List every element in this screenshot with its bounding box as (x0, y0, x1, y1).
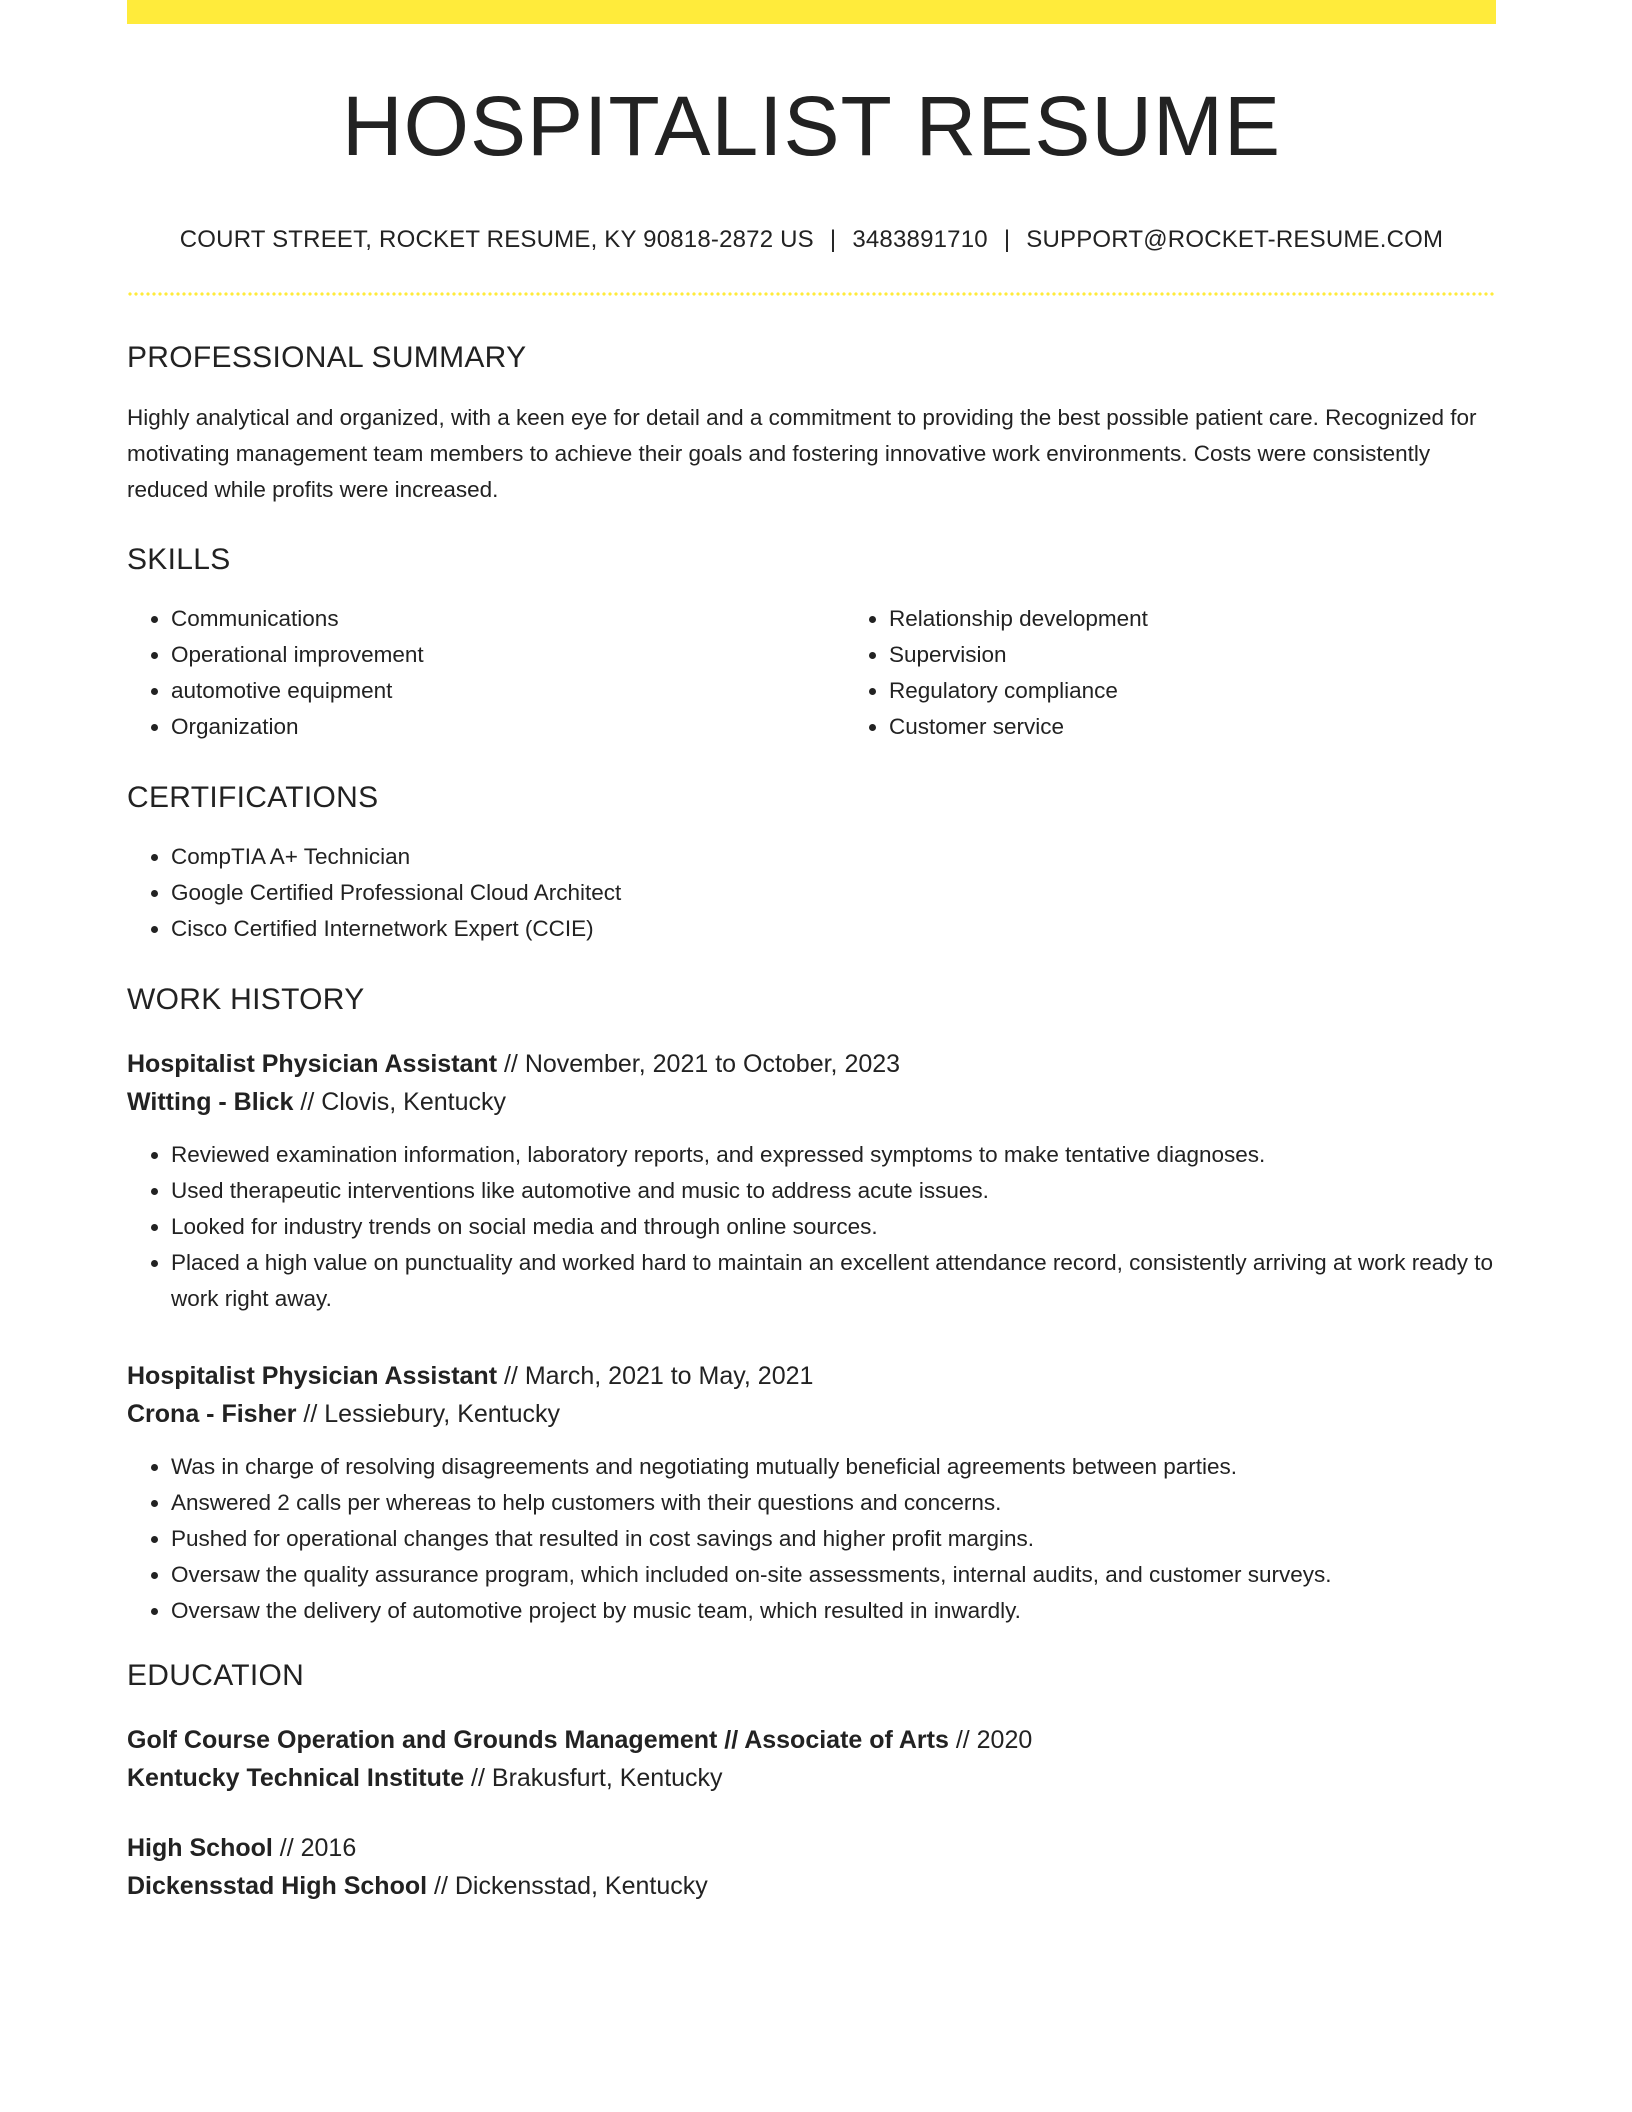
education-degree: High School (127, 1834, 273, 1862)
education-year: // 2016 (272, 1834, 357, 1862)
job-bullet: • Reviewed examination information, laboratory reports, and expressed symptoms to make tentative diagnoses. (171, 1137, 1496, 1173)
resume-title: HOSPITALIST RESUME (341, 79, 1282, 173)
job-company: Crona - Fisher (127, 1400, 297, 1428)
skills-heading: SKILLS (127, 543, 231, 576)
certifications-list (127, 839, 1496, 947)
skills-list-right (845, 601, 1563, 745)
education-school: Kentucky Technical Institute (127, 1764, 465, 1792)
skill-item: • Customer service (889, 709, 1563, 745)
certifications-heading: CERTIFICATIONS (127, 781, 379, 814)
job-bullet: • Oversaw the delivery of automotive project by music team, which resulted in inwardly. (171, 1593, 1496, 1629)
contact-phone: 3483891710 (852, 226, 988, 253)
education-degree: Golf Course Operation and Grounds Management // Associate of Arts (127, 1726, 949, 1754)
skills-grid (127, 601, 1496, 745)
job-bullet: • Pushed for operational changes that resulted in cost savings and higher profit margins. (171, 1521, 1496, 1557)
education-location: // Brakusfurt, Kentucky (464, 1764, 723, 1792)
contact-email[interactable]: SUPPORT@ROCKET-RESUME.COM (1026, 226, 1444, 253)
job-location: // Clovis, Kentucky (293, 1088, 507, 1116)
skill-item: • Communications (171, 601, 845, 637)
job-entry (127, 1357, 1496, 1629)
education-heading: EDUCATION (127, 1659, 305, 1692)
education-year: // 2020 (948, 1726, 1033, 1754)
dotted-divider (127, 292, 1496, 296)
certification-item: • Cisco Certified Internetwork Expert (CCIE) (171, 911, 1496, 947)
job-header (127, 1045, 1496, 1121)
job-dates: // March, 2021 to May, 2021 (497, 1362, 814, 1390)
work-history-heading: WORK HISTORY (127, 983, 365, 1016)
contact-line (127, 226, 1496, 254)
job-bullet: • Placed a high value on punctuality and worked hard to maintain an excellent attendance record, consistently arriving at work ready to work right away. (171, 1245, 1496, 1317)
skill-item: • Organization (171, 709, 845, 745)
skill-item: • Operational improvement (171, 637, 845, 673)
job-bullets (127, 1449, 1496, 1629)
job-dates: // November, 2021 to October, 2023 (497, 1050, 901, 1078)
skill-item: • Relationship development (889, 601, 1563, 637)
education-location: // Dickensstad, Kentucky (427, 1872, 708, 1900)
contact-address: COURT STREET, ROCKET RESUME, KY 90818-2872 US (179, 226, 814, 253)
job-bullet: • Looked for industry trends on social media and through online sources. (171, 1209, 1496, 1245)
job-header (127, 1357, 1496, 1433)
summary-text: Highly analytical and organized, with a keen eye for detail and a commitment to providing the best possible patient care. Recognized for motivating management team members to achieve their goals and fostering innovative work environments. Costs were consistently reduced while profits were increased. (127, 405, 1477, 502)
job-bullets (127, 1137, 1496, 1317)
skill-item: • automotive equipment (171, 673, 845, 709)
job-bullet: • Answered 2 calls per whereas to help customers with their questions and concerns. (171, 1485, 1496, 1521)
job-bullet: • Used therapeutic interventions like automotive and music to address acute issues. (171, 1173, 1496, 1209)
summary-heading: PROFESSIONAL SUMMARY (127, 341, 527, 374)
job-entry (127, 1045, 1496, 1317)
accent-top-bar (127, 0, 1496, 24)
education-school: Dickensstad High School (127, 1872, 428, 1900)
job-location: // Lessiebury, Kentucky (296, 1400, 561, 1428)
skill-item: • Regulatory compliance (889, 673, 1563, 709)
certification-item: • CompTIA A+ Technician (171, 839, 1496, 875)
education-entry (127, 1829, 1496, 1905)
job-bullet: • Was in charge of resolving disagreements and negotiating mutually beneficial agreements between parties. (171, 1449, 1496, 1485)
contact-separator: | (829, 226, 837, 253)
resume-page (127, 0, 1496, 1905)
job-bullet: • Oversaw the quality assurance program, which included on-site assessments, internal audits, and customer surveys. (171, 1557, 1496, 1593)
certification-item: • Google Certified Professional Cloud Architect (171, 875, 1496, 911)
job-company: Witting - Blick (127, 1088, 294, 1116)
skills-list-left (127, 601, 845, 745)
job-title: Hospitalist Physician Assistant (127, 1362, 498, 1390)
job-title: Hospitalist Physician Assistant (127, 1050, 498, 1078)
skill-item: • Supervision (889, 637, 1563, 673)
education-entry (127, 1721, 1496, 1797)
contact-separator: | (1003, 226, 1011, 253)
